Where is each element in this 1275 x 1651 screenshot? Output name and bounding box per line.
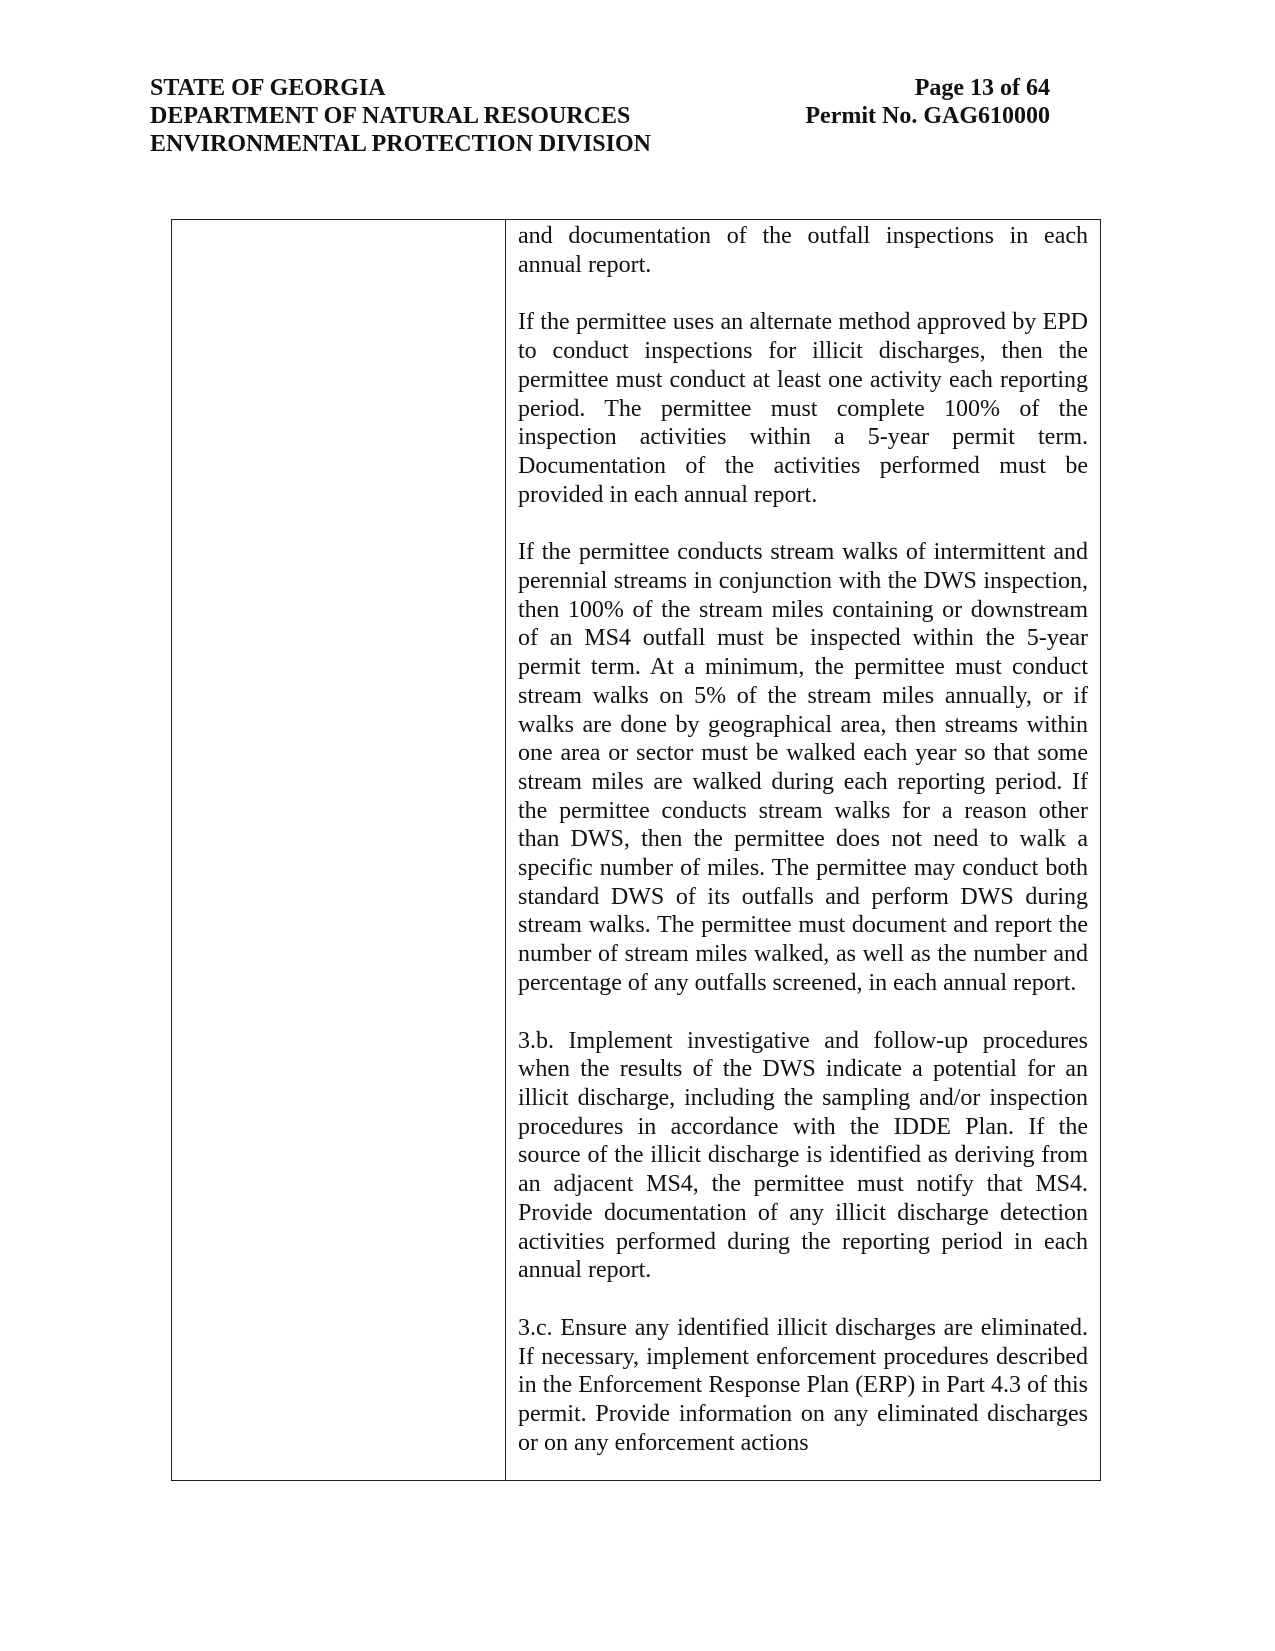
agency-line-state: STATE OF GEORGIA <box>150 75 386 101</box>
paragraph-alternate-method: If the permittee uses an alternate method approved by EPD to conduct inspections for illicit discharges, then the permittee must conduct at least one activity each reporting period. The permittee must complete 100% of the inspection activities within a 5-year permit term. Documentation of the activities performed must be provided in each annual report. <box>518 309 1088 508</box>
agency-block <box>150 74 750 158</box>
paragraph-3c-eliminate-discharges: 3.c. Ensure any identified illicit discharges are eliminated. If necessary, implement enforcement procedures described in the Enforcement Response Plan (ERP) in Part 4.3 of this permit. Provide information on any eliminated discharges or on any enforcement actions <box>518 1314 1088 1456</box>
permit-number: Permit No. GAG610000 <box>805 103 1050 129</box>
table-left-cell <box>172 220 506 1480</box>
page-info-block <box>730 74 1050 130</box>
requirements-table <box>171 219 1101 1481</box>
page-number: Page 13 of 64 <box>914 75 1050 101</box>
agency-line-department: DEPARTMENT OF NATURAL RESOURCES <box>150 103 631 129</box>
table-right-cell <box>506 220 1100 1480</box>
paragraph-stream-walks: If the permittee conducts stream walks of intermittent and perennial streams in conjunction with the DWS inspection, then 100% of the stream miles containing or downstream of an MS4 outfall must be inspected within the 5-year permit term. At a minimum, the permittee must conduct stream walks on 5% of the stream miles annually, or if walks are done by geographical area, then streams within one area or sector must be walked each year so that some stream miles are walked during each reporting period. If the permittee conducts stream walks for a reason other than DWS, then the permittee does not need to walk a specific number of miles. The permittee may conduct both standard DWS of its outfalls and perform DWS during stream walks. The permittee must document and report the number of stream miles walked, as well as the number and percentage of any outfalls screened, in each annual report. <box>518 539 1088 996</box>
paragraph-3b-investigative-procedures: 3.b. Implement investigative and follow-up procedures when the results of the DWS indicate a potential for an illicit discharge, including the sampling and/or inspection procedures in accordance with the IDDE Plan. If the source of the illicit discharge is identified as deriving from an adjacent MS4, the permittee must notify that MS4. Provide documentation of any illicit discharge detection activities performed during the reporting period in each annual report. <box>518 1027 1088 1284</box>
paragraph-outfall-documentation: and documentation of the outfall inspections in each annual report. <box>518 223 1088 278</box>
agency-line-division: ENVIRONMENTAL PROTECTION DIVISION <box>150 131 651 157</box>
